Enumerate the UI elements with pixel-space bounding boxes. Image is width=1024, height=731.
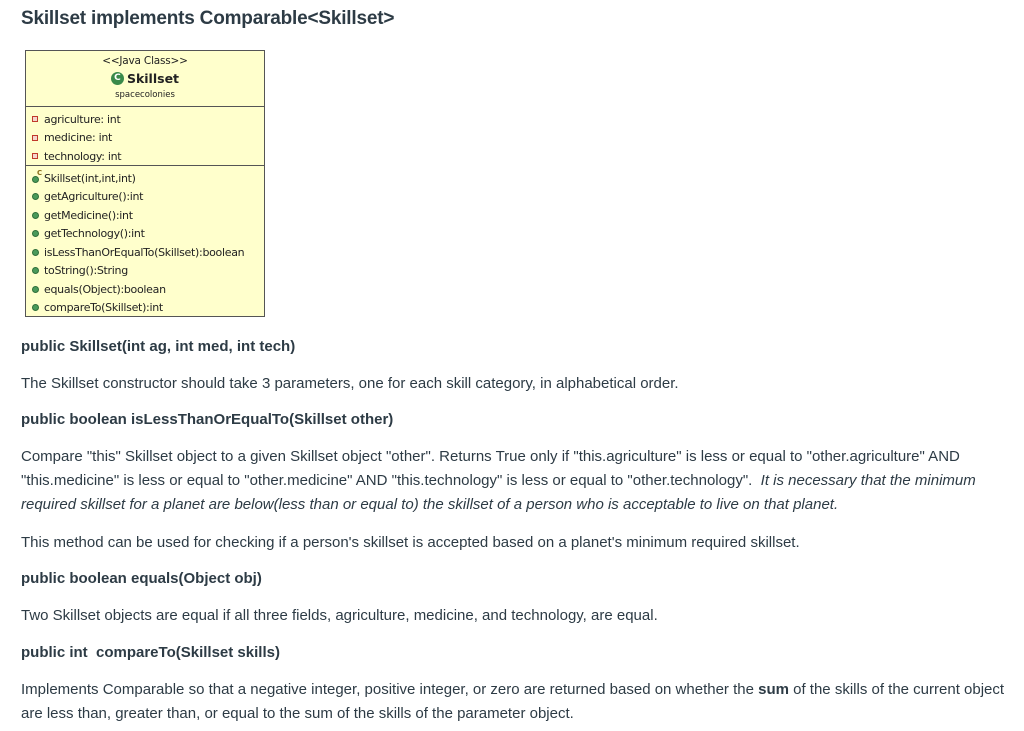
ltoe-description: Compare "this" Skillset object to a given Skillset object "other". Returns True only if "this.agriculture" is less or equal to "other.agriculture" AND "this.medicine" is less or equal to "other.medicine" AND "this.technology" is less or equal to "other.technology". It is necessary that the minimum required skillset for a planet are below(less than or equal to) the skillset of a person who is acceptable to live on that planet.: [21, 448, 976, 513]
uml-fields: [26, 107, 264, 166]
uml-methods: [26, 166, 264, 317]
private-field-icon: [32, 153, 38, 159]
uml-class-diagram: [25, 50, 265, 317]
uml-method: compareTo(Skillset):int: [26, 299, 264, 318]
public-method-icon: [32, 304, 39, 311]
uml-field: medicine: int: [26, 129, 264, 148]
uml-header: [26, 51, 264, 107]
constructor-icon: C: [32, 174, 41, 183]
uml-field: agriculture: int: [26, 110, 264, 129]
equals-signature: public boolean equals(Object obj): [21, 570, 262, 587]
public-method-icon: [32, 193, 39, 200]
page-title: Skillset implements Comparable<Skillset>: [21, 8, 395, 29]
uml-class-name: Skillset: [126, 71, 180, 86]
constructor-description: The Skillset constructor should take 3 parameters, one for each skill category, in alphabetical order.: [21, 375, 679, 392]
compareto-signature: public int compareTo(Skillset skills): [21, 644, 280, 661]
uml-method: getAgriculture():int: [26, 188, 264, 207]
uml-package: spacecolonies: [115, 90, 175, 100]
public-method-icon: [32, 267, 39, 274]
public-method-icon: [32, 286, 39, 293]
public-method-icon: [32, 230, 39, 237]
class-c-icon: C: [111, 72, 124, 85]
ltoe-italic-note: It is necessary that the minimum required skillset for a planet are below(less than or equal to) the skillset of a person who is acceptable to live on that planet.: [21, 472, 976, 513]
uml-method: getMedicine():int: [26, 206, 264, 225]
uml-method: equals(Object):boolean: [26, 280, 264, 299]
public-method-icon: [32, 212, 39, 219]
ltoe-usage-note: This method can be used for checking if a person's skillset is accepted based on a planet's minimum required skillset.: [21, 534, 800, 551]
uml-field: technology: int: [26, 147, 264, 166]
equals-description: Two Skillset objects are equal if all three fields, agriculture, medicine, and technology, are equal.: [21, 607, 658, 624]
private-field-icon: [32, 135, 38, 141]
uml-stereotype: <<Java Class>>: [102, 55, 188, 67]
uml-method: isLessThanOrEqualTo(Skillset):boolean: [26, 243, 264, 262]
ltoe-signature: public boolean isLessThanOrEqualTo(Skillset other): [21, 411, 394, 428]
uml-class-title: [26, 71, 264, 86]
uml-method: C Skillset(int,int,int): [26, 169, 264, 188]
compareto-description: Implements Comparable so that a negative integer, positive integer, or zero are returned based on whether the sum of the skills of the current object are less than, greater than, or equal to the sum of the skills of the parameter object.: [21, 681, 1005, 722]
uml-method: toString():String: [26, 262, 264, 281]
constructor-signature: public Skillset(int ag, int med, int tech): [21, 338, 296, 355]
uml-method: getTechnology():int: [26, 225, 264, 244]
public-method-icon: [32, 249, 39, 256]
private-field-icon: [32, 116, 38, 122]
